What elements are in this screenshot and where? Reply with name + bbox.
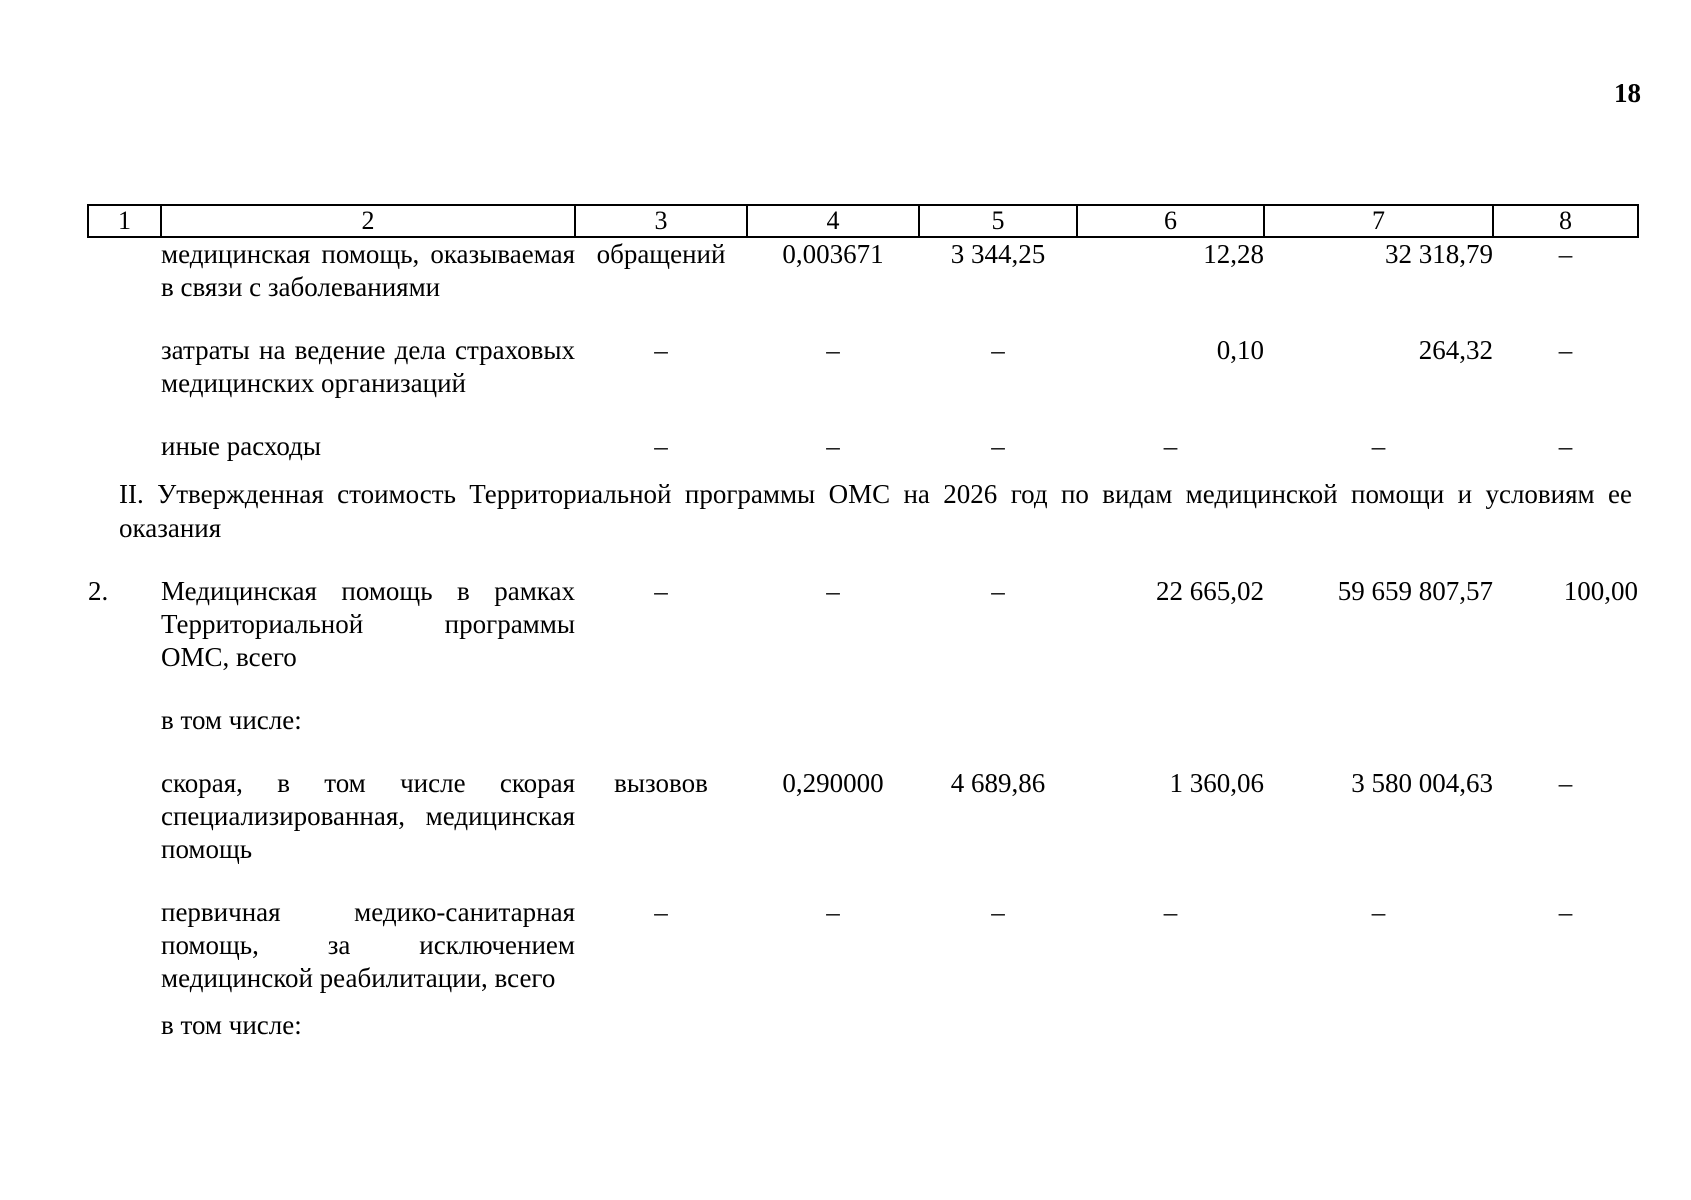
table-row bbox=[88, 237, 1638, 304]
row-value-c6: – bbox=[1163, 897, 1178, 927]
row-value-c6: 12,28 bbox=[1203, 239, 1264, 269]
row-value-c4: – bbox=[826, 335, 840, 365]
row-value-c6: 0,10 bbox=[1216, 335, 1264, 365]
row-name: первичная медико-санитарная помощь, за исключением медицинской реабилитации, всего bbox=[161, 897, 575, 993]
row-value-c5: – bbox=[991, 576, 1005, 606]
column-number-header bbox=[88, 205, 1638, 237]
row-value-c4: 0,290000 bbox=[782, 768, 884, 798]
row-value-c8: – bbox=[1558, 335, 1573, 365]
row-value-c4 bbox=[747, 1009, 919, 1042]
section-title: II. Утвержденная стоимость Территориальной программы ОМС на 2026 год по видам медицинской помощи и условиям ее оказания bbox=[119, 479, 1632, 543]
row-number bbox=[88, 334, 161, 400]
column-header: 5 bbox=[919, 205, 1077, 237]
column-header: 4 bbox=[747, 205, 919, 237]
row-value-c5 bbox=[919, 704, 1077, 737]
row-value-c8 bbox=[1493, 704, 1638, 737]
row-value-c5: – bbox=[991, 335, 1005, 365]
row-value-c5: 4 689,86 bbox=[950, 768, 1046, 798]
row-value-c7 bbox=[1264, 704, 1493, 737]
row-unit bbox=[575, 1009, 747, 1042]
row-number bbox=[88, 237, 161, 304]
row-number bbox=[88, 767, 161, 866]
row-value-c7 bbox=[1264, 1009, 1493, 1042]
row-name: в том числе: bbox=[161, 705, 302, 735]
cost-table bbox=[87, 204, 1639, 1042]
row-name: скорая, в том числе скорая специализированная, медицинская помощь bbox=[161, 768, 575, 864]
row-value-c7: 59 659 807,57 bbox=[1337, 576, 1493, 606]
row-number bbox=[88, 430, 161, 463]
row-number bbox=[88, 704, 161, 737]
row-value-c8: 100,00 bbox=[1563, 576, 1638, 606]
row-value-c4: – bbox=[826, 897, 840, 927]
row-name: затраты на ведение дела страховых медицинских организаций bbox=[161, 335, 575, 398]
row-name: медицинская помощь, оказываемая в связи с заболеваниями bbox=[161, 239, 575, 302]
row-value-c8: – bbox=[1558, 897, 1573, 927]
table-row bbox=[88, 767, 1638, 866]
row-value-c7: 3 580 004,63 bbox=[1351, 768, 1493, 798]
row-value-c8 bbox=[1493, 1009, 1638, 1042]
row-value-c6: 22 665,02 bbox=[1156, 576, 1264, 606]
row-value-c5: 3 344,25 bbox=[950, 239, 1046, 269]
row-value-c4: – bbox=[826, 431, 840, 461]
row-value-c6 bbox=[1077, 1009, 1264, 1042]
row-number: 2. bbox=[88, 576, 109, 606]
row-value-c4 bbox=[747, 704, 919, 737]
row-value-c7: 32 318,79 bbox=[1385, 239, 1493, 269]
row-value-c4: – bbox=[826, 576, 840, 606]
column-header: 7 bbox=[1264, 205, 1493, 237]
row-unit: – bbox=[654, 335, 668, 365]
row-name: в том числе: bbox=[161, 1010, 302, 1040]
section-heading-row bbox=[88, 477, 1638, 545]
row-value-c5: – bbox=[991, 431, 1005, 461]
row-value-c5: – bbox=[991, 897, 1005, 927]
row-number bbox=[88, 1009, 161, 1042]
row-value-c6 bbox=[1077, 704, 1264, 737]
row-value-c5 bbox=[919, 1009, 1077, 1042]
table-row bbox=[88, 896, 1638, 995]
table-row bbox=[88, 1009, 1638, 1042]
row-unit: – bbox=[654, 897, 668, 927]
table-row bbox=[88, 430, 1638, 463]
row-value-c7: – bbox=[1371, 897, 1386, 927]
table-row bbox=[88, 334, 1638, 400]
row-value-c4: 0,003671 bbox=[782, 239, 884, 269]
row-unit: – bbox=[654, 431, 668, 461]
table-row bbox=[88, 575, 1638, 674]
row-unit: – bbox=[654, 576, 668, 606]
row-value-c6: – bbox=[1163, 431, 1178, 461]
row-unit bbox=[575, 704, 747, 737]
row-name: иные расходы bbox=[161, 431, 321, 461]
row-name: Медицинская помощь в рамках Территориальной программы ОМС, всего bbox=[161, 576, 575, 672]
table-row bbox=[88, 704, 1638, 737]
row-value-c6: 1 360,06 bbox=[1169, 768, 1264, 798]
column-header: 3 bbox=[575, 205, 747, 237]
column-header: 8 bbox=[1493, 205, 1638, 237]
row-value-c8: – bbox=[1558, 239, 1573, 269]
row-value-c8: – bbox=[1558, 768, 1573, 798]
row-unit: вызовов bbox=[614, 768, 708, 798]
row-value-c8: – bbox=[1558, 431, 1573, 461]
column-header: 2 bbox=[161, 205, 575, 237]
page-number: 18 bbox=[1614, 78, 1641, 108]
row-value-c7: – bbox=[1371, 431, 1386, 461]
column-header: 1 bbox=[88, 205, 161, 237]
row-number bbox=[88, 896, 161, 995]
row-unit: обращений bbox=[596, 239, 726, 269]
row-value-c7: 264,32 bbox=[1418, 335, 1493, 365]
column-header: 6 bbox=[1077, 205, 1264, 237]
